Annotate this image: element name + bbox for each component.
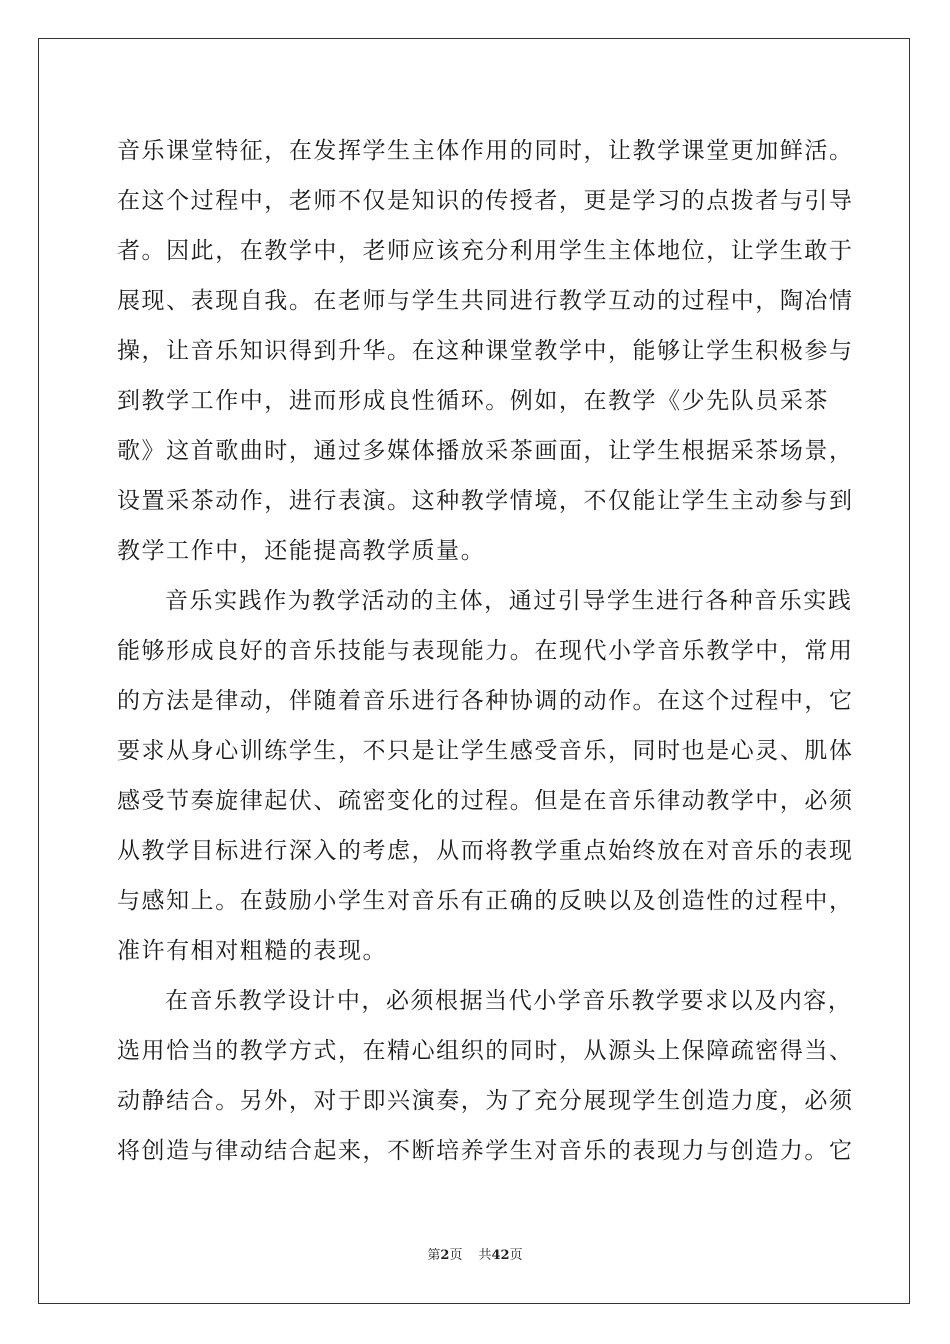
text-line: 到教学工作中，进而形成良性循环。例如，在教学《少先队员采茶 [117,388,829,414]
text-line: 设置采茶动作，进行表演。这种教学情境，不仅能让学生主动参与到 [117,488,854,514]
text-line: 在音乐教学设计中，必须根据当代小学音乐教学要求以及内容， [165,988,853,1014]
page-suffix: 页 [449,1248,463,1263]
text-line: 操，让音乐知识得到升华。在这种课堂教学中，能够让学生积极参与 [117,338,854,364]
page-prefix: 第 [427,1248,441,1263]
text-line: 的方法是律动，伴随着音乐进行各种协调的动作。在这个过程中，它 [117,688,854,714]
text-line: 在这个过程中，老师不仅是知识的传授者，更是学习的点拨者与引导 [117,188,854,214]
text-line: 歌》这首歌曲时，通过多媒体播放采茶画面，让学生根据采茶场景， [117,438,854,464]
text-line: 准许有相对粗糙的表现。 [117,938,388,964]
total-pages: 42 [491,1248,510,1263]
text-line: 感受节奏旋律起伏、疏密变化的过程。但是在音乐律动教学中，必须 [117,788,854,814]
document-body [117,126,854,1176]
total-suffix: 页 [509,1248,523,1263]
text-line: 音乐实践作为教学活动的主体，通过引导学生进行各种音乐实践 [165,588,853,614]
page-footer [0,1244,950,1263]
text-line: 教学工作中，还能提高教学质量。 [117,538,486,564]
text-line: 展现、表现自我。在老师与学生共同进行教学互动的过程中，陶冶情 [117,288,854,314]
text-line: 从教学目标进行深入的考虑，从而将教学重点始终放在对音乐的表现 [117,838,854,864]
text-line: 与感知上。在鼓励小学生对音乐有正确的反映以及创造性的过程中， [117,888,854,914]
text-line: 能够形成良好的音乐技能与表现能力。在现代小学音乐教学中，常用 [117,638,854,664]
text-line: 选用恰当的教学方式，在精心组织的同时，从源头上保障疏密得当、 [117,1038,854,1064]
text-line: 音乐课堂特征，在发挥学生主体作用的同时，让教学课堂更加鲜活。 [117,138,854,164]
page-number: 2 [440,1248,450,1263]
text-line: 者。因此，在教学中，老师应该充分利用学生主体地位，让学生敢于 [117,238,854,264]
text-line: 要求从身心训练学生，不只是让学生感受音乐，同时也是心灵、肌体 [117,738,854,764]
text-line: 动静结合。另外，对于即兴演奏，为了充分展现学生创造力度，必须 [117,1088,854,1114]
text-line: 将创造与律动结合起来，不断培养学生对音乐的表现力与创造力。它 [117,1138,854,1164]
total-prefix: 共 [478,1248,492,1263]
